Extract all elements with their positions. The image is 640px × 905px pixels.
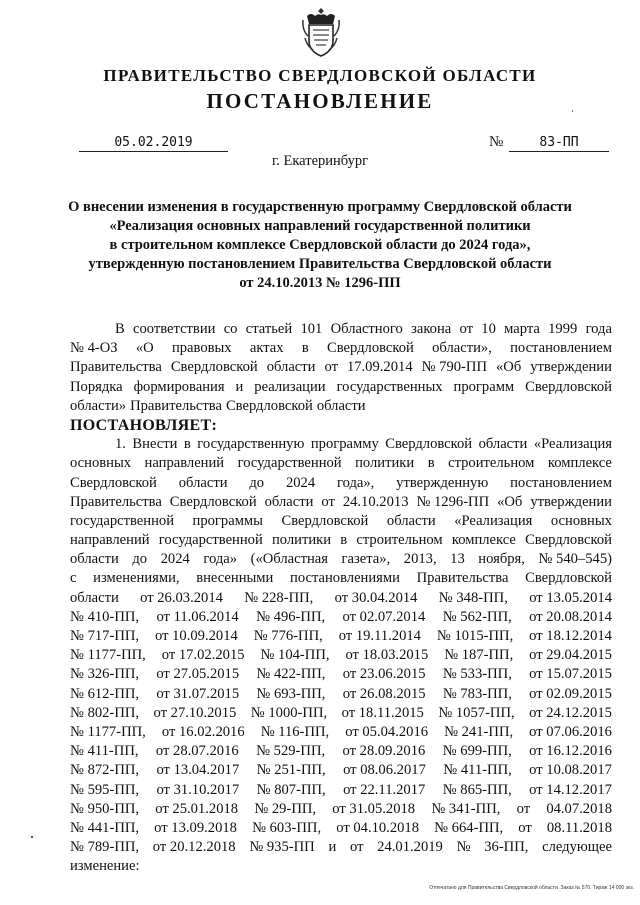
word: Правительства [70, 493, 162, 510]
word: от 26.03.2014 [140, 589, 223, 606]
word: 2013, [403, 551, 437, 568]
word: строительном [356, 532, 443, 549]
text-line [70, 493, 612, 512]
word: от 18.12.2014 [529, 628, 612, 644]
word: закона [411, 321, 452, 337]
text-line [70, 665, 612, 684]
document-number: 83-ПП [509, 135, 609, 152]
word: от 30.04.2014 [334, 589, 418, 606]
word: № 533-ПП, [442, 666, 512, 683]
word: от 20.12.2018 [152, 839, 236, 856]
word: и [235, 378, 244, 395]
print-footer: Отпечатано для Правительства Свердловской области. Заказ № 570. Тираж 14 000 экз. [429, 885, 634, 891]
text-line [70, 761, 612, 780]
word: № 341-ПП, [431, 800, 501, 817]
word: области [386, 512, 436, 529]
word: реализации [254, 378, 326, 395]
word: Свердловской [385, 436, 473, 453]
word: Свердловской [525, 532, 612, 549]
word: от 31.10.2017 [156, 781, 240, 798]
word: строительном [448, 455, 535, 472]
word: «Реализация [454, 512, 533, 529]
subject-line: в строительном комплексе Свердловской области до 2024 года», [109, 237, 531, 253]
word: № [456, 839, 471, 856]
word: Свердловской [170, 359, 258, 376]
word: до [249, 474, 265, 491]
word: статьей [245, 321, 293, 337]
word: № 664-ПП, [434, 819, 504, 836]
word: № 187-ПП, [444, 647, 514, 664]
word: Свердловской [225, 397, 313, 414]
item-1-paragraph [70, 435, 612, 876]
word: Свердловской [281, 512, 369, 529]
word: основных [70, 455, 132, 472]
word: «Реализация [533, 436, 612, 453]
word: 1. [115, 436, 126, 453]
text-line [70, 646, 612, 665]
word: Правительства [70, 359, 162, 376]
word: № 1296-ПП [416, 493, 490, 510]
word: от 20.08.2014 [529, 608, 612, 625]
word: года», [336, 474, 375, 491]
word: № 1177-ПП, [70, 723, 146, 740]
word: № 1015-ПП, [436, 628, 514, 644]
text-line [70, 339, 612, 358]
word: № 411-ПП, [443, 762, 512, 779]
text-line [70, 435, 612, 454]
word: внесенными [196, 570, 274, 587]
word: области [264, 493, 314, 510]
word: от 27.10.2015 [153, 704, 237, 721]
word: области [478, 436, 528, 453]
word: № 422-ПП, [256, 666, 326, 683]
word: от [321, 493, 335, 510]
text-line [70, 819, 612, 838]
word: 17.09.2014 [346, 359, 413, 376]
word: от [324, 359, 338, 376]
word: от 04.10.2018 [336, 819, 420, 836]
word: «Об [497, 493, 523, 510]
word: марта [504, 321, 540, 337]
word: области [178, 474, 228, 491]
text-line [70, 589, 612, 608]
word: от 26.08.2015 [342, 685, 426, 702]
word: 101 [300, 321, 323, 337]
word: № 410-ПП, [70, 608, 140, 625]
word: № 241-ПП, [444, 723, 514, 740]
text-line [70, 781, 612, 800]
word: № 693-ПП, [256, 685, 326, 702]
text-line [70, 320, 612, 339]
word: области [70, 589, 119, 606]
text-line [70, 608, 612, 627]
word: № 348-ПП, [438, 589, 508, 606]
word: № 1177-ПП, [70, 647, 146, 664]
word: государственную [197, 436, 305, 453]
text-line [70, 704, 612, 723]
subject-line: «Реализация основных направлений государственной политики [109, 218, 531, 234]
word: следующее [542, 839, 612, 856]
word: № 802-ПП, [70, 704, 140, 721]
word: утверждении [530, 359, 612, 376]
word: от 08.06.2017 [343, 762, 426, 779]
word: политики [271, 532, 332, 549]
word: ноября, [478, 551, 525, 568]
word: Свердловской [169, 493, 257, 510]
word: комплексе [451, 532, 516, 549]
word: № 104-ПП, [260, 647, 330, 664]
word: утвержденную [396, 474, 489, 491]
word: от 18.03.2015 [345, 647, 429, 664]
word: 36-ПП, [484, 839, 529, 856]
word: от 13.05.2014 [529, 589, 612, 606]
text-line [70, 397, 612, 416]
word: № 699-ПП, [442, 743, 512, 760]
word: 04.07.2018 [546, 800, 612, 817]
word: № 603-ПП, [252, 819, 322, 836]
word: комплексе [547, 455, 612, 472]
word: актах [249, 340, 284, 357]
word: № 529-ПП, [256, 743, 326, 760]
word: от 11.06.2014 [156, 608, 239, 625]
decorative-dot [31, 836, 33, 838]
word: № 612-ПП, [70, 685, 140, 702]
word: № 562-ПП, [442, 608, 512, 625]
word: № 807-ПП, [256, 781, 326, 798]
word: 13 [450, 551, 465, 568]
word: года [585, 321, 612, 337]
word: от 23.06.2015 [342, 666, 426, 683]
decorative-dot [572, 110, 573, 112]
word: от 31.05.2018 [332, 800, 416, 817]
word: в [301, 340, 309, 357]
word: В [115, 321, 125, 337]
word: государственной [237, 455, 342, 472]
word: Свердловской [70, 474, 157, 491]
word: изменение: [70, 858, 140, 875]
number-label: № [489, 134, 504, 150]
decree-word: ПОСТАНОВЛЯЕТ: [70, 416, 218, 434]
word: от 10.09.2014 [154, 628, 238, 644]
subject-line: О внесении изменения в государственную программу Свердловской области [68, 199, 572, 215]
word: № 228-ПП, [244, 589, 314, 606]
word: Правительства [416, 570, 509, 587]
word: от 18.11.2015 [341, 704, 424, 721]
preamble-paragraph [70, 320, 612, 416]
word: Свердловской [525, 378, 612, 395]
word: № 717-ПП, [70, 628, 140, 644]
word: Порядка [70, 378, 123, 395]
word: от 28.07.2016 [155, 743, 239, 760]
text-line [70, 454, 612, 473]
coat-of-arms-icon [301, 6, 341, 60]
word: от 28.09.2016 [342, 743, 426, 760]
word: от 24.12.2015 [529, 704, 612, 721]
word: постановлениями [290, 570, 400, 587]
text-line [70, 685, 612, 704]
text-line [70, 474, 612, 493]
word: от 15.07.2015 [529, 666, 612, 683]
text-line [70, 627, 612, 646]
word: от 16.12.2016 [529, 743, 612, 760]
word: № 1000-ПП, [250, 704, 328, 721]
word: в [340, 532, 348, 549]
word: «Об [495, 359, 522, 376]
word: № 935-ПП [249, 839, 315, 856]
word: Свердловской [525, 570, 612, 587]
word: от 14.12.2017 [529, 781, 612, 798]
city: г. Екатеринбург [271, 153, 369, 169]
document-subject [48, 198, 592, 293]
word: от 02.07.2014 [342, 608, 426, 625]
word: № 326-ПП, [70, 666, 140, 683]
word: № 411-ПП, [70, 743, 139, 760]
word: изменениями, [93, 570, 180, 587]
word: № 865-ПП, [442, 781, 512, 798]
word: от 17.02.2015 [161, 647, 245, 664]
word: № 789-ПП, [70, 839, 140, 856]
word: от 02.09.2015 [529, 685, 612, 702]
word: от 07.06.2016 [529, 723, 612, 740]
word: газета», [341, 551, 391, 568]
word: и [328, 839, 337, 856]
word: со [223, 321, 238, 337]
word: области», [432, 340, 492, 357]
text-line [70, 857, 612, 876]
word: Внести [132, 436, 178, 453]
word: № 4-ОЗ [70, 340, 118, 357]
word: («Областная [250, 551, 328, 568]
word: области [316, 397, 366, 414]
word: № 29-ПП, [254, 800, 317, 817]
word: в [427, 455, 435, 472]
word: Областного [330, 321, 403, 337]
word: государственной [70, 512, 175, 529]
document-type: ПОСТАНОВЛЕНИЕ [206, 89, 434, 113]
word: № 790-ПП [421, 359, 487, 376]
text-line [70, 550, 612, 569]
word: «О [135, 340, 154, 357]
word: № 251-ПП, [256, 762, 326, 779]
decree-line [70, 416, 612, 435]
word: программу [310, 436, 379, 453]
word: политики [355, 455, 415, 472]
word: области [70, 551, 119, 568]
word: правовых [171, 340, 232, 357]
word: постановлением [510, 474, 612, 491]
text-line [70, 800, 612, 819]
word: 1999 [548, 321, 578, 337]
word: 24.10.2013 [342, 493, 409, 510]
word: области [266, 359, 316, 376]
word: от 31.07.2015 [156, 685, 240, 702]
word: от [516, 800, 531, 817]
word: № 872-ПП, [70, 762, 140, 779]
word: 10 [481, 321, 496, 337]
word: в [183, 436, 191, 453]
word: направлений [70, 532, 150, 549]
word: от 05.04.2016 [345, 723, 429, 740]
document-date: 05.02.2019 [79, 135, 228, 152]
text-line [70, 378, 612, 397]
word: от 13.09.2018 [154, 819, 237, 836]
word: 08.11.2018 [546, 819, 612, 836]
word: программ [453, 378, 515, 395]
word: утверждении [530, 493, 612, 510]
word: № 1057-ПП, [438, 704, 515, 721]
word: соответствии [132, 321, 216, 337]
word: от 29.04.2015 [529, 647, 612, 664]
document-body [70, 320, 612, 876]
word: от 13.04.2017 [156, 762, 240, 779]
text-line [70, 358, 612, 377]
word: Правительства [130, 397, 222, 414]
word: с [70, 570, 77, 587]
text-line [70, 512, 612, 531]
word: № 540–545) [538, 551, 612, 568]
word: № 776-ПП, [253, 628, 323, 644]
text-line [70, 531, 612, 550]
word: от [349, 839, 364, 856]
word: от 16.02.2016 [161, 723, 245, 740]
text-line [70, 742, 612, 761]
word: постановлением [510, 340, 612, 357]
subject-line: от 24.10.2013 № 1296-ПП [239, 275, 401, 291]
subject-line: утвержденную постановлением Правительства Свердловской области [88, 256, 552, 272]
text-line [70, 723, 612, 742]
word: № 595-ПП, [70, 781, 140, 798]
word: государственной [158, 532, 263, 549]
word: до [132, 551, 148, 568]
word: формирования [133, 378, 225, 395]
word: от [518, 819, 532, 836]
word: от 10.08.2017 [529, 762, 612, 779]
government-title: ПРАВИТЕЛЬСТВО СВЕРДЛОВСКОЙ ОБЛАСТИ [103, 66, 537, 85]
word: от 22.11.2017 [343, 781, 426, 798]
word: от 27.05.2015 [156, 666, 240, 683]
word: года» [203, 551, 238, 568]
word: области» [70, 397, 127, 414]
word: от 25.01.2018 [155, 800, 239, 817]
word: Свердловской [326, 340, 414, 357]
text-line [70, 569, 612, 588]
word: государственных [336, 378, 443, 395]
word: 24.01.2019 [377, 839, 443, 856]
word: № 116-ПП, [260, 723, 330, 740]
text-line [70, 838, 612, 857]
word: № 496-ПП, [256, 608, 326, 625]
word: направлений [144, 455, 225, 472]
word: № 950-ПП, [70, 800, 140, 817]
word: № 783-ПП, [442, 685, 512, 702]
word: 2024 [160, 551, 190, 568]
word: от [459, 321, 474, 337]
word: 2024 [285, 474, 316, 491]
word: программы [192, 512, 263, 529]
word: № 441-ПП, [70, 819, 140, 836]
word: основных [550, 512, 612, 529]
word: от 19.11.2014 [338, 628, 421, 644]
